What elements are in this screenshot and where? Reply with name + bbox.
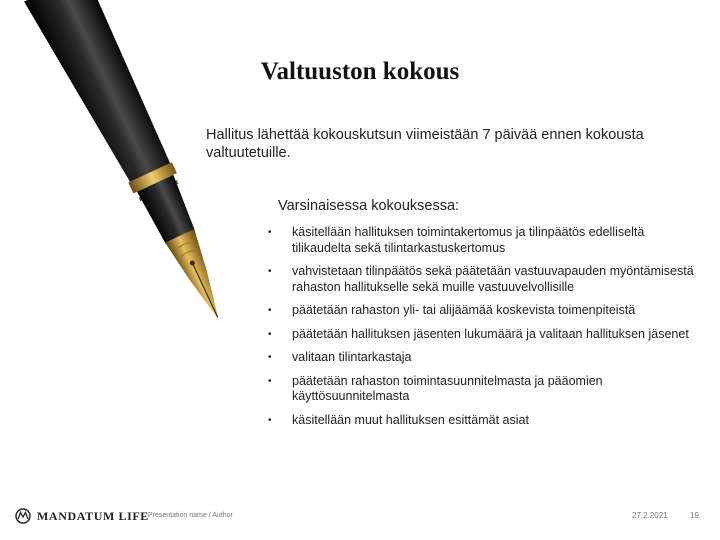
list-item-text: päätetään hallituksen jäsenten lukumäärä ja valitaan hallituksen jäsenet xyxy=(292,326,689,341)
list-item-text: valitaan tilintarkastaja xyxy=(292,350,412,364)
bullet-icon: • xyxy=(268,414,272,426)
list-item xyxy=(268,303,698,319)
section-heading: Varsinaisessa kokouksessa: xyxy=(278,198,460,214)
bullet-icon: • xyxy=(268,375,272,387)
intro-text: Hallitus lähettää kokouskutsun viimeistään 7 päivää ennen kokousta valtuutetuille. xyxy=(206,127,644,161)
bullet-icon: • xyxy=(268,266,272,277)
list-item xyxy=(268,264,698,295)
fountain-pen-icon xyxy=(0,0,300,340)
footer-presentation-name: Presentation name / Author xyxy=(148,512,233,519)
list-item xyxy=(268,350,698,366)
list-item xyxy=(268,225,698,256)
slide-title: Valtuuston kokous xyxy=(260,58,460,85)
bullet-list xyxy=(268,225,698,436)
list-item-text: käsitellään hallituksen toimintakertomus ja tilinpäätös edelliseltä tilikaudelta sekä tilintarkastuskertomus xyxy=(292,225,645,255)
page-number: 19 xyxy=(690,511,699,520)
bullet-icon: • xyxy=(268,227,272,238)
logo-text: MANDATUM LIFE xyxy=(37,508,149,523)
footer-date: 27.2.2021 xyxy=(632,511,668,520)
list-item xyxy=(268,327,698,343)
bullet-icon: • xyxy=(268,352,272,363)
footer-logo xyxy=(14,508,149,524)
list-item-text: päätetään rahaston toimintasuunnitelmasta ja pääomien käyttösuunnitelmasta xyxy=(292,373,603,403)
list-item-text: vahvistetaan tilinpäätös sekä päätetään vastuuvapauden myöntämisestä rahaston hallitukselle sekä muille vastuuvelvollisille xyxy=(292,264,694,294)
list-item-text: käsitellään muut hallituksen esittämät asiat xyxy=(292,412,529,427)
mandatum-life-logo-icon xyxy=(14,508,32,524)
list-item xyxy=(268,413,698,429)
bullet-icon: • xyxy=(268,305,272,316)
list-item-text: päätetään rahaston yli- tai alijäämää koskevista toimenpiteistä xyxy=(292,303,636,317)
bullet-icon: • xyxy=(268,328,272,340)
list-item xyxy=(268,374,698,405)
